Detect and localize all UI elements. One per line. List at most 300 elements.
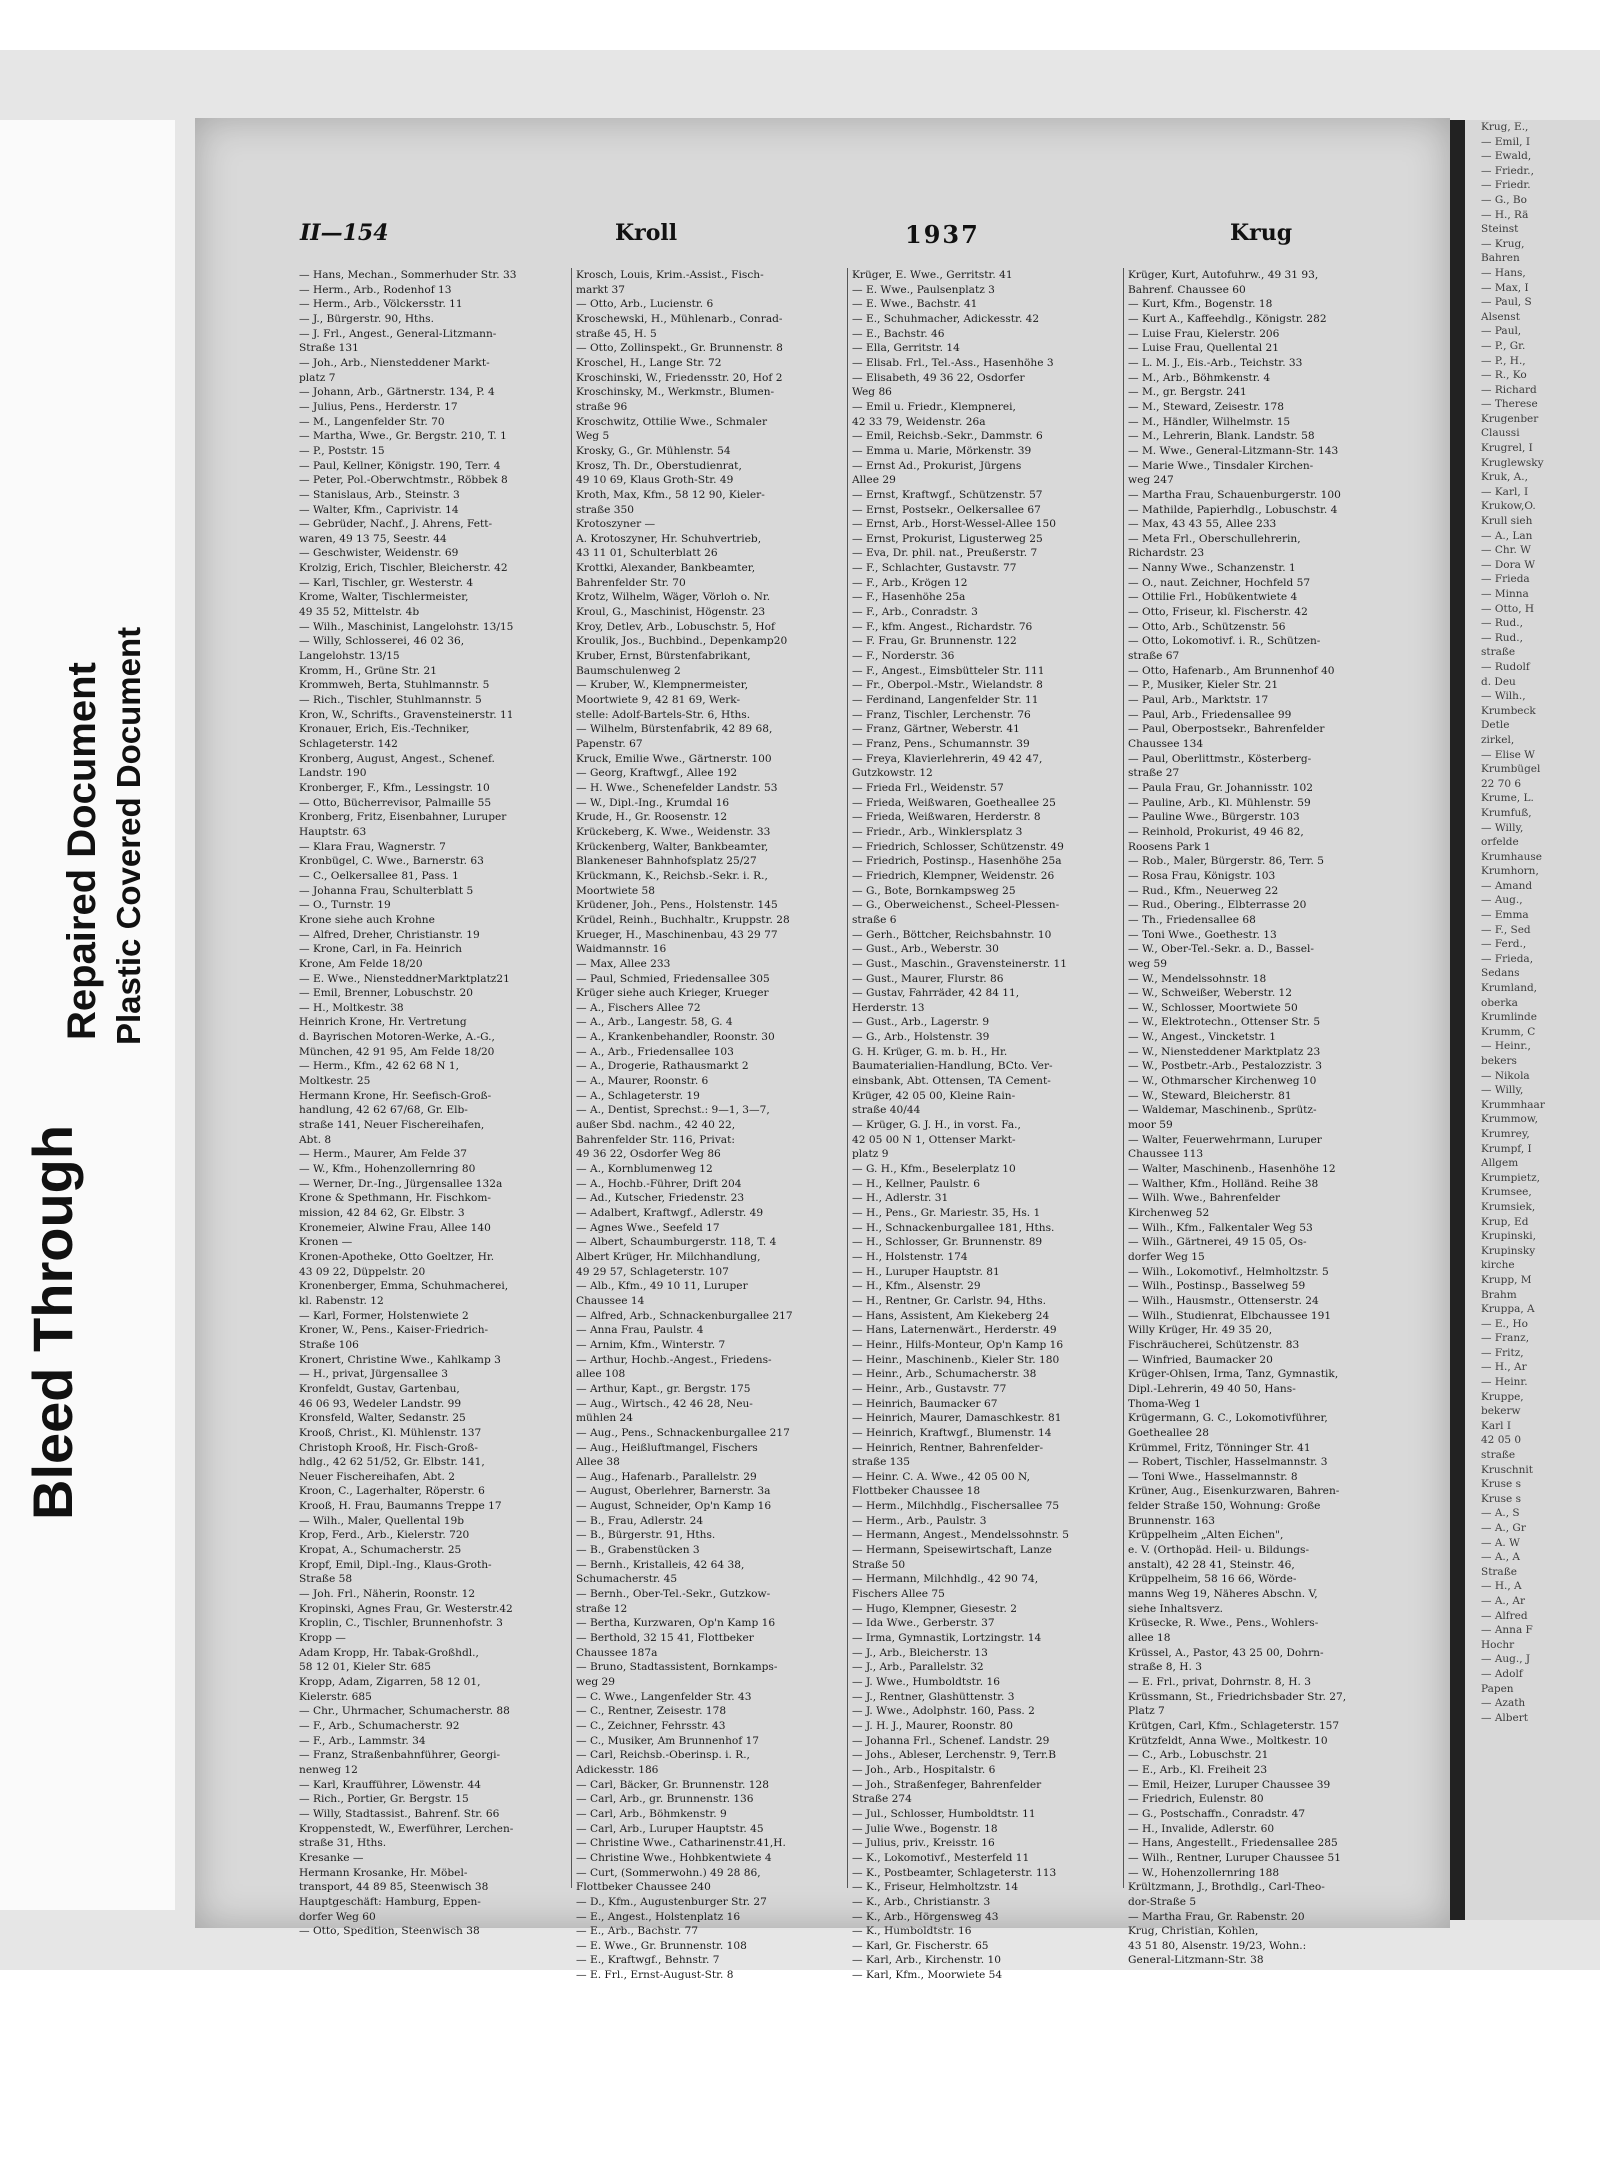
entry-line: Krückenberg, Walter, Bankbeamter, <box>576 840 769 853</box>
entry-line: — August, Oberlehrer, Barnerstr. 3a <box>576 1485 771 1498</box>
entry-line: Krotoszyner — <box>576 518 656 531</box>
entry-line: Baumaterialien-Handlung, BCto. Ver- <box>852 1060 1053 1073</box>
fragment-line: kirche <box>1481 1259 1515 1272</box>
fragment-line: — A., S <box>1481 1507 1520 1520</box>
entry-line: — Friedrich, Klempner, Weidenstr. 26 <box>852 869 1055 882</box>
entry-line: Krütgen, Carl, Kfm., Schlageterstr. 157 <box>1128 1719 1340 1732</box>
fragment-line: Straße <box>1481 1565 1517 1578</box>
fragment-line: — Chr. W <box>1481 544 1531 557</box>
fragment-line: Krumfuß, <box>1481 806 1532 819</box>
entry-line: — Paul, Arb., Friedensallee 99 <box>1128 708 1292 721</box>
entry-line: — Ottilie Frl., Hobükentwiete 4 <box>1128 591 1298 604</box>
entry-line: — Otto, Spedition, Steenwisch 38 <box>299 1925 480 1938</box>
fragment-line: — Elise W <box>1481 748 1535 761</box>
fragment-line: — Nikola <box>1481 1069 1530 1082</box>
entry-line: — H., Luruper Hauptstr. 81 <box>852 1265 1000 1278</box>
entry-line: — E. Wwe., Gr. Brunnenstr. 108 <box>576 1939 747 1952</box>
entry-line: dor-Straße 5 <box>1128 1895 1197 1908</box>
entry-line: platz 9 <box>852 1148 889 1161</box>
entry-line: — Ernst, Prokurist, Ligusterweg 25 <box>852 532 1043 545</box>
entry-line: Gutzkowstr. 12 <box>852 767 933 780</box>
fragment-line: — Adolf <box>1481 1667 1523 1680</box>
entry-line: 58 12 01, Kieler Str. 685 <box>299 1661 431 1674</box>
label-repaired-document: Repaired Document <box>60 662 104 1040</box>
entry-line: — Ferdinand, Langenfelder Str. 11 <box>852 694 1039 707</box>
entry-line: — Wilh. Wwe., Bahrenfelder <box>1128 1192 1281 1205</box>
entry-line: — Herm., Maurer, Am Felde 37 <box>299 1148 468 1161</box>
entry-line: — P., Musiker, Kieler Str. 21 <box>1128 679 1279 692</box>
entry-line: — Reinhold, Prokurist, 49 46 82, <box>1128 825 1304 838</box>
entry-line: — F., Arb., Lammstr. 34 <box>299 1734 426 1747</box>
entry-line: — B., Bürgerstr. 91, Hths. <box>576 1529 716 1542</box>
fragment-line: — H., Rä <box>1481 208 1529 221</box>
facing-page-fragment <box>1465 120 1600 1920</box>
entry-line: — Luise Frau, Quellental 21 <box>1128 342 1280 355</box>
entry-line: Chaussee 113 <box>1128 1148 1204 1161</box>
entry-line: platz 7 <box>299 371 336 384</box>
entry-line: — F. Frau, Gr. Brunnenstr. 122 <box>852 635 1017 648</box>
entry-line: Moltkestr. 25 <box>299 1075 371 1088</box>
fragment-line: straße <box>1481 1449 1516 1462</box>
entry-line: — W., Othmarscher Kirchenweg 10 <box>1128 1075 1317 1088</box>
entry-line: straße 45, H. 5 <box>576 327 657 340</box>
entry-line: — Hans, Mechan., Sommerhuder Str. 33 <box>299 269 517 281</box>
entry-line: — Frieda Frl., Weidenstr. 57 <box>852 781 1004 794</box>
entry-line: — M., Lehrerin, Blank. Landstr. 58 <box>1128 430 1315 443</box>
entry-line: — Hugo, Klempner, Giesestr. 2 <box>852 1602 1017 1615</box>
entry-line: — M., Steward, Zeisestr. 178 <box>1128 400 1284 413</box>
entry-line: — Julie Wwe., Bogenstr. 18 <box>852 1822 998 1835</box>
entry-line: Kroner, W., Pens., Kaiser-Friedrich- <box>299 1324 489 1337</box>
entry-line: Moortwiete 58 <box>576 884 656 897</box>
entry-line: Weg 86 <box>852 386 892 399</box>
entry-line: — Gust., Maschin., Gravensteinerstr. 11 <box>852 957 1067 970</box>
entry-line: — F., Arb., Krögen 12 <box>852 576 968 589</box>
entry-line: Kronfeldt, Gustav, Gartenbau, <box>299 1382 460 1395</box>
entry-line: Krüger siehe auch Krieger, Krueger <box>576 987 769 1000</box>
entry-line: straße 135 <box>852 1456 911 1469</box>
entry-line: — Marie Wwe., Tinsdaler Kirchen- <box>1128 459 1314 472</box>
entry-line: manns Weg 19, Näheres Abschn. V, <box>1128 1588 1318 1601</box>
entry-line: Christoph Krooß, Hr. Fisch-Groß- <box>299 1441 478 1454</box>
entry-line: — G., Oberweichenst., Scheel-Plessen- <box>852 899 1060 912</box>
entry-line: straße 6 <box>852 913 897 926</box>
entry-line: — Elisabeth, 49 36 22, Osdorfer <box>852 371 1025 384</box>
entry-line: Kronert, Christine Wwe., Kahlkamp 3 <box>299 1353 501 1366</box>
entry-line: — Johanna Frau, Schulterblatt 5 <box>299 884 474 897</box>
fragment-line: — E., Ho <box>1481 1317 1528 1330</box>
fragment-line: — Azath <box>1481 1697 1526 1710</box>
entry-line: weg 59 <box>1128 957 1167 970</box>
entry-line: — H. Wwe., Schenefelder Landstr. 53 <box>576 781 778 794</box>
entry-line: d. Bayrischen Motoren-Werke, A.-G., <box>299 1031 495 1044</box>
entry-line: — Heinr. C. A. Wwe., 42 05 00 N, <box>852 1470 1030 1483</box>
entry-line: siehe Inhaltsverz. <box>1128 1602 1224 1615</box>
entry-line: Goetheallee 28 <box>1128 1426 1209 1439</box>
entry-line: — Hermann, Milchhdlg., 42 90 74, <box>852 1573 1039 1586</box>
entry-line: — K., Lokomotivf., Mesterfeld 11 <box>852 1851 1030 1864</box>
fragment-line: Krupinsky <box>1481 1244 1536 1257</box>
entry-line: e. V. (Orthopäd. Heil- u. Bildungs- <box>1128 1544 1310 1557</box>
fragment-line: Hochr <box>1481 1638 1515 1651</box>
fragment-line: — Alfred <box>1481 1609 1528 1622</box>
fragment-line: Krumpietz, <box>1481 1171 1540 1184</box>
entry-line: — C., Arb., Lobuschstr. 21 <box>1128 1749 1269 1762</box>
fragment-line: — A., A <box>1481 1551 1521 1564</box>
entry-line: — Waldemar, Maschinenb., Sprütz- <box>1128 1104 1317 1117</box>
entry-line: straße 12 <box>576 1602 628 1615</box>
entry-line: markt 37 <box>576 283 625 296</box>
entry-line: — Curt, (Sommerwohn.) 49 28 86, <box>576 1866 761 1879</box>
entry-line: — Otto, Lokomotivf. i. R., Schützen- <box>1128 635 1321 648</box>
entry-line: — C., Musiker, Am Brunnenhof 17 <box>576 1734 760 1747</box>
entry-line: — B., Frau, Adlerstr. 24 <box>576 1514 704 1527</box>
entry-line: straße 8, H. 3 <box>1128 1661 1202 1674</box>
entry-line: — E., Schuhmacher, Adickesstr. 42 <box>852 312 1040 325</box>
entry-line: Adickesstr. 186 <box>576 1763 659 1776</box>
fragment-line: Krug, E., <box>1481 121 1529 133</box>
fragment-line: Krume, L. <box>1481 792 1534 805</box>
entry-line: — F., Angest., Eimsbütteler Str. 111 <box>852 664 1045 677</box>
entry-line: — Franz, Gärtner, Weberstr. 41 <box>852 723 1020 736</box>
entry-line: — Geschwister, Weidenstr. 69 <box>299 547 459 560</box>
entry-line: Chaussee 134 <box>1128 738 1204 750</box>
entry-line: — Bernh., Kristalleis, 42 64 38, <box>576 1558 745 1571</box>
entry-line: — Kurt A., Kaffeehdlg., Königstr. 282 <box>1128 312 1327 325</box>
entry-line: — A., Dentist, Sprechst.: 9—1, 3—7, <box>576 1104 770 1117</box>
entry-line: — W., Postbetr.-Arb., Pestalozzistr. 3 <box>1128 1060 1322 1073</box>
entry-line: — Gust., Arb., Lagerstr. 9 <box>852 1016 990 1029</box>
entry-line: — Walter, Feuerwehrmann, Luruper <box>1128 1133 1322 1146</box>
entry-line: Kronen-Apotheke, Otto Goeltzer, Hr. <box>299 1250 495 1263</box>
entry-line: — G., Bote, Bornkampsweg 25 <box>852 884 1016 897</box>
entry-line: Krültzmann, J., Brothdlg., Carl-Theo- <box>1128 1881 1325 1894</box>
entry-line: — M., Langenfelder Str. 70 <box>299 415 445 428</box>
entry-line: — J., Arb., Parallelstr. 32 <box>852 1661 984 1674</box>
entry-line: Platz 7 <box>1128 1705 1165 1718</box>
entry-line: — Karl, Arb., Kirchenstr. 10 <box>852 1954 1001 1967</box>
fragment-line: Allgem <box>1481 1157 1519 1170</box>
entry-line: — Carl, Reichsb.-Oberinsp. i. R., <box>576 1749 750 1762</box>
entry-line: Allee 38 <box>576 1456 620 1469</box>
entry-line: — Hermann, Speisewirtschaft, Lanze <box>852 1544 1052 1557</box>
entry-line: — Walther, Kfm., Holländ. Reihe 38 <box>1128 1177 1319 1190</box>
entry-line: Hermann Krosanke, Hr. Möbel- <box>299 1866 468 1879</box>
column-3 <box>847 268 1122 1982</box>
entry-line: — Robert, Tischler, Hasselmannstr. 3 <box>1128 1456 1328 1469</box>
entry-line: — J. H. J., Maurer, Roonstr. 80 <box>852 1719 1013 1732</box>
entry-line: — Carl, Arb., Böhmkenstr. 9 <box>576 1807 727 1820</box>
entry-line: — Eva, Dr. phil. nat., Preußerstr. 7 <box>852 547 1038 560</box>
entry-line: — Rud., Obering., Elbterrasse 20 <box>1128 899 1307 912</box>
entry-line: Kronsfeld, Walter, Sedanstr. 25 <box>299 1412 466 1425</box>
fragment-line: — Willy, <box>1481 821 1524 834</box>
entry-line: — Martha Frau, Gr. Rabenstr. 20 <box>1128 1910 1305 1923</box>
entry-line: — Herm., Arb., Rodenhof 13 <box>299 283 452 296</box>
entry-line: — W., Hohenzollernring 188 <box>1128 1866 1280 1879</box>
entry-line: — E., Kraftwgf., Behnstr. 7 <box>576 1954 720 1967</box>
fragment-line: Brahm <box>1481 1288 1517 1301</box>
fragment-line: Krupinski, <box>1481 1230 1536 1243</box>
fragment-line: — Ferd., <box>1481 938 1527 951</box>
entry-line: — W., Mendelssohnstr. 18 <box>1128 972 1267 985</box>
entry-line: Adam Kropp, Hr. Tabak-Großhdl., <box>299 1646 479 1659</box>
entry-line: — E. Frl., Ernst-August-Str. 8 <box>576 1969 734 1982</box>
entry-line: — Rob., Maler, Bürgerstr. 86, Terr. 5 <box>1128 855 1324 868</box>
entry-line: — Alfred, Arb., Schnackenburgallee 217 <box>576 1309 793 1322</box>
entry-line: — A., Schlageterstr. 19 <box>576 1089 700 1102</box>
entry-line: Krop, Ferd., Arb., Kielerstr. 720 <box>299 1529 470 1542</box>
entry-line: — W., Schweißer, Weberstr. 12 <box>1128 987 1293 1000</box>
fragment-line: bekerw <box>1481 1405 1521 1418</box>
fragment-line: Krumbeck <box>1481 704 1536 717</box>
entry-line: 43 51 80, Alsenstr. 19/23, Wohn.: <box>1128 1939 1307 1952</box>
columns <box>295 268 1405 1982</box>
entry-line: Kroschel, H., Lange Str. 72 <box>576 356 722 369</box>
entry-line: Krüppelheim „Alten Eichen", <box>1128 1529 1284 1542</box>
entry-line: — Ernst, Arb., Horst-Wessel-Allee 150 <box>852 518 1056 531</box>
entry-line: — E. Wwe., Bachstr. 41 <box>852 298 978 311</box>
entry-line: — H., Kellner, Paulstr. 6 <box>852 1177 980 1190</box>
entry-line: Herderstr. 13 <box>852 1001 925 1014</box>
entry-line: — G., Arb., Holstenstr. 39 <box>852 1031 990 1044</box>
fragment-line: — Dora W <box>1481 558 1535 571</box>
fragment-line: Krup, Ed <box>1481 1215 1529 1228</box>
entry-line: Schumacherstr. 45 <box>576 1573 678 1586</box>
entry-line: Kroy, Detlev, Arb., Lobuschstr. 5, Hof <box>576 620 775 633</box>
entry-line: Kromm, H., Grüne Str. 21 <box>299 664 437 677</box>
entry-line: Kroschwitz, Ottilie Wwe., Schmaler <box>576 415 768 428</box>
entry-line: — W., Ober-Tel.-Sekr. a. D., Bassel- <box>1128 943 1315 956</box>
fragment-line: — Willy, <box>1481 1084 1524 1097</box>
fragment-line: 22 70 6 <box>1481 777 1522 790</box>
entry-line: Krützfeldt, Anna Wwe., Moltkestr. 10 <box>1128 1734 1328 1747</box>
entry-line: — W., Dipl.-Ing., Krumdal 16 <box>576 796 730 809</box>
fragment-line: — Richard <box>1481 383 1537 396</box>
entry-line: — Ella, Gerritstr. 14 <box>852 342 960 355</box>
entry-line: München, 42 91 95, Am Felde 18/20 <box>299 1045 495 1058</box>
entry-line: Krümmel, Fritz, Tönninger Str. 41 <box>1128 1441 1311 1454</box>
entry-line: Straße 58 <box>299 1573 353 1586</box>
entry-line: — P., Poststr. 15 <box>299 444 385 457</box>
entry-line: — Julius, Pens., Herderstr. 17 <box>299 400 458 413</box>
entry-line: — O., Turnstr. 19 <box>299 899 391 912</box>
entry-line: — Mathilde, Papierhdlg., Lobuschstr. 4 <box>1128 503 1338 516</box>
entry-line: — Alb., Kfm., 49 10 11, Luruper <box>576 1280 748 1293</box>
fragment-line: — Friedr., <box>1481 164 1534 177</box>
entry-line: — Emil u. Friedr., Klempnerei, <box>852 400 1016 413</box>
entry-line: Krügermann, G. C., Lokomotivführer, <box>1128 1412 1328 1425</box>
entry-line: — Otto, Arb., Schützenstr. 56 <box>1128 620 1286 633</box>
entry-line: — Nanny Wwe., Schanzenstr. 1 <box>1128 562 1296 575</box>
entry-line: — F., Hasenhöhe 25a <box>852 591 966 604</box>
entry-line: — Martha Frau, Schauenburgerstr. 100 <box>1128 488 1341 501</box>
entry-line: — H., Rentner, Gr. Carlstr. 94, Hths. <box>852 1294 1046 1307</box>
entry-line: — Franz, Tischler, Lerchenstr. 76 <box>852 708 1031 721</box>
entry-line: — Paul, Arb., Marktstr. 17 <box>1128 694 1269 707</box>
entry-line: hdlg., 42 62 51/52, Gr. Elbstr. 141, <box>299 1456 485 1469</box>
entry-line: — Joh., Arb., Hospitalstr. 6 <box>852 1763 996 1776</box>
entry-line: Kruber, Ernst, Bürstenfabrikant, <box>576 650 751 663</box>
entry-line: — Karl, Former, Holstenwiete 2 <box>299 1309 469 1322</box>
entry-line: — Wilh., Rentner, Luruper Chaussee 51 <box>1128 1851 1341 1864</box>
entry-line: — Hans, Laternenwärt., Herderstr. 49 <box>852 1324 1057 1337</box>
entry-line: A. Krotoszyner, Hr. Schuhvertrieb, <box>576 532 762 545</box>
entry-line: Kroplin, C., Tischler, Brunnenhofstr. 3 <box>299 1617 503 1630</box>
entry-line: — Hans, Angestellt., Friedensallee 285 <box>1128 1837 1338 1850</box>
entry-line: Krüger, E. Wwe., Gerritstr. 41 <box>852 269 1013 281</box>
entry-line: — M., Händler, Wilhelmstr. 15 <box>1128 415 1291 428</box>
entry-line: Baumschulenweg 2 <box>576 664 681 677</box>
entry-line: — H., Adlerstr. 31 <box>852 1192 949 1205</box>
entry-line: — Rosa Frau, Königstr. 103 <box>1128 869 1276 882</box>
entry-line: — H., Schnackenburgallee 181, Hths. <box>852 1221 1055 1234</box>
year: 1937 <box>905 220 980 249</box>
entry-line: — Julius, priv., Kreisstr. 16 <box>852 1837 995 1850</box>
entry-line: — Rich., Portier, Gr. Bergstr. 15 <box>299 1793 469 1806</box>
entry-line: — Paul, Schmied, Friedensallee 305 <box>576 972 770 985</box>
fragment-line: Karl I <box>1481 1419 1511 1432</box>
entry-line: Schlageterstr. 142 <box>299 738 398 750</box>
entry-line: Kropp — <box>299 1632 346 1645</box>
entry-line: — K., Arb., Hörgensweg 43 <box>852 1910 999 1923</box>
entry-line: dorfer Weg 15 <box>1128 1250 1205 1263</box>
entry-line: — Gustav, Fahrräder, 42 84 11, <box>852 987 1020 1000</box>
entry-line: waren, 49 13 75, Seestr. 44 <box>299 532 447 545</box>
entry-line: — D., Kfm., Augustenburger Str. 27 <box>576 1895 767 1908</box>
entry-line: — M., Arb., Böhmkenstr. 4 <box>1128 371 1271 384</box>
entry-line: nenweg 12 <box>299 1763 358 1776</box>
entry-line: — Paul, Oberlittmstr., Kösterberg- <box>1128 752 1312 765</box>
entry-line: Thoma-Weg 1 <box>1128 1397 1201 1410</box>
entry-line: — W., Schlosser, Moortwiete 50 <box>1128 1001 1298 1014</box>
entry-line: — Johanna Frl., Schenef. Landstr. 29 <box>852 1734 1050 1747</box>
entry-line: — E. Frl., privat, Dohrnstr. 8, H. 3 <box>1128 1676 1311 1688</box>
entry-line: — A., Krankenbehandler, Roonstr. 30 <box>576 1031 775 1044</box>
entry-line: Krueger, H., Maschinenbau, 43 29 77 <box>576 928 778 941</box>
entry-line: Bahrenfelder Str. 70 <box>576 576 686 589</box>
entry-line: Hauptgeschäft: Hamburg, Eppen- <box>299 1895 481 1908</box>
entry-line: Kruck, Emilie Wwe., Gärtnerstr. 100 <box>576 752 772 765</box>
fragment-line: Bahren <box>1481 252 1520 265</box>
entry-line: — Heinrich, Baumacker 67 <box>852 1397 998 1410</box>
entry-line: — Max, 43 43 55, Allee 233 <box>1128 518 1277 531</box>
entry-line: Krüger-Ohlsen, Irma, Tanz, Gymnastik, <box>1128 1368 1339 1381</box>
fragment-line: — Heinr. <box>1481 1376 1528 1389</box>
fragment-line: — Otto, H <box>1481 602 1535 615</box>
entry-line: Kroschinski, W., Friedensstr. 20, Hof 2 <box>576 371 783 384</box>
entry-line: Kron, W., Schrifts., Gravensteinerstr. 11 <box>299 708 514 721</box>
entry-line: — Herm., Arb., Paulstr. 3 <box>852 1514 987 1527</box>
entry-line: — E., Arb., Bachstr. 77 <box>576 1925 699 1938</box>
entry-line: — Herm., Arb., Völckersstr. 11 <box>299 298 463 311</box>
entry-line: — Gerh., Böttcher, Reichsbahnstr. 10 <box>852 928 1052 941</box>
entry-line: — Toni Wwe., Hasselmannstr. 8 <box>1128 1470 1298 1483</box>
fragment-line: Kruglewsky <box>1481 456 1544 469</box>
entry-line: — Aug., Hafenarb., Parallelstr. 29 <box>576 1470 757 1483</box>
fragment-line: Papen <box>1481 1682 1514 1695</box>
entry-line: — W., Steward, Bleicherstr. 81 <box>1128 1089 1292 1102</box>
fragment-line: — Fritz, <box>1481 1346 1524 1359</box>
entry-line: 42 33 79, Weidenstr. 26a <box>852 415 986 428</box>
fragment-line: Kruse s <box>1481 1478 1521 1491</box>
entry-line: felder Straße 150, Wohnung: Große <box>1128 1500 1321 1513</box>
entry-line: — W., Niensteddener Marktplatz 23 <box>1128 1045 1321 1058</box>
entry-line: Krüssmann, St., Friedrichsbader Str. 27, <box>1128 1690 1347 1703</box>
entry-line: — Otto, Zollinspekt., Gr. Brunnenstr. 8 <box>576 342 783 355</box>
entry-line: — K., Friseur, Helmholtzstr. 14 <box>852 1881 1019 1894</box>
entry-line: — A., Maurer, Roonstr. 6 <box>576 1075 709 1088</box>
directory-page <box>195 118 1450 1982</box>
entry-line: Roosens Park 1 <box>1128 840 1211 853</box>
entry-line: Kronemeier, Alwine Frau, Allee 140 <box>299 1221 491 1234</box>
entry-line: Krüger, Kurt, Autofuhrw., 49 31 93, <box>1128 269 1319 281</box>
fragment-line: Krugenber <box>1481 412 1539 425</box>
entry-line: Kresanke — <box>299 1851 364 1864</box>
fragment-line: — Frieda, <box>1481 952 1534 965</box>
entry-line: — Carl, Bäcker, Gr. Brunnenstr. 128 <box>576 1778 769 1791</box>
entry-line: General-Litzmann-Str. 38 <box>1128 1954 1264 1967</box>
entry-line: Bahrenfelder Str. 116, Privat: <box>576 1133 735 1146</box>
entry-line: Straße 131 <box>299 342 359 355</box>
entry-line: Kronberger, F., Kfm., Lessingstr. 10 <box>299 781 490 794</box>
entry-line: — Toni Wwe., Goethestr. 13 <box>1128 928 1277 941</box>
entry-line: Chaussee 187a <box>576 1646 658 1659</box>
entry-line: Fischers Allee 75 <box>852 1588 945 1601</box>
entry-line: — Herm., Kfm., 42 62 68 N 1, <box>299 1060 459 1073</box>
entry-line: — Christine Wwe., Catharinenstr.41,H. <box>576 1837 786 1850</box>
fragment-line: — Krug, <box>1481 237 1525 250</box>
entry-line: — F., Arb., Schumacherstr. 92 <box>299 1719 460 1732</box>
entry-line: — C., Oelkersallee 81, Pass. 1 <box>299 869 459 882</box>
fragment-line: — R., Ko <box>1481 369 1527 382</box>
fragment-line: Krumrey, <box>1481 1127 1530 1140</box>
entry-line: Allee 29 <box>852 474 896 487</box>
entry-line: — Otto, Hafenarb., Am Brunnenhof 40 <box>1128 664 1335 677</box>
entry-line: — A., Arb., Friedensallee 103 <box>576 1045 734 1058</box>
fragment-line: — Therese <box>1481 398 1538 411</box>
entry-line: — Wilhelm, Bürstenfabrik, 42 89 68, <box>576 723 773 736</box>
entry-line: Kroppenstedt, W., Ewerführer, Lerchen- <box>299 1822 514 1835</box>
entry-line: Neuer Fischereihafen, Abt. 2 <box>299 1470 456 1483</box>
entry-line: Kirchenweg 52 <box>1128 1207 1210 1219</box>
entry-line: — A., Fischers Allee 72 <box>576 1001 701 1014</box>
label-plastic-covered: Plastic Covered Document <box>110 626 147 1045</box>
entry-line: — Hermann, Angest., Mendelssohnstr. 5 <box>852 1529 1069 1542</box>
entry-line: — L. M. J., Eis.-Arb., Teichstr. 33 <box>1128 356 1303 369</box>
entry-line: — Wilh., Studienrat, Elbchaussee 191 <box>1128 1309 1332 1322</box>
fragment-line: — Karl, I <box>1481 485 1529 498</box>
entry-line: — Johann, Arb., Gärtnerstr. 134, P. 4 <box>299 386 495 399</box>
entry-line: — Walter, Maschinenb., Hasenhöhe 12 <box>1128 1163 1336 1176</box>
entry-line: — Meta Frl., Oberschullehrerin, <box>1128 532 1301 545</box>
entry-line: Kroschewski, H., Mühlenarb., Conrad- <box>576 312 783 325</box>
entry-line: — Krüger, G. J. H., in vorst. Fa., <box>852 1119 1021 1132</box>
entry-line: — M., gr. Bergstr. 241 <box>1128 386 1247 399</box>
entry-line: — E., Arb., Kl. Freiheit 23 <box>1128 1763 1268 1776</box>
fragment-line: — Anna F <box>1481 1624 1533 1637</box>
entry-line: — W., Kfm., Hohenzollernring 80 <box>299 1163 476 1176</box>
entry-line: — Klara Frau, Wagnerstr. 7 <box>299 840 446 853</box>
entry-line: — Willy, Stadtassist., Bahrenf. Str. 66 <box>299 1807 500 1820</box>
entry-line: außer Sbd. nachm., 42 40 22, <box>576 1119 736 1132</box>
entry-line: — Christine Wwe., Hohbkentwiete 4 <box>576 1851 772 1864</box>
entry-line: Krückmann, K., Reichsb.-Sekr. i. R., <box>576 869 768 882</box>
entry-line: — Georg, Kraftwgf., Allee 192 <box>576 767 738 780</box>
entry-line: — A., Arb., Langestr. 58, G. 4 <box>576 1016 733 1029</box>
entry-line: Fischräucherei, Schützenstr. 83 <box>1128 1338 1300 1351</box>
entry-line: Kronberg, August, Angest., Schenef. <box>299 752 495 765</box>
